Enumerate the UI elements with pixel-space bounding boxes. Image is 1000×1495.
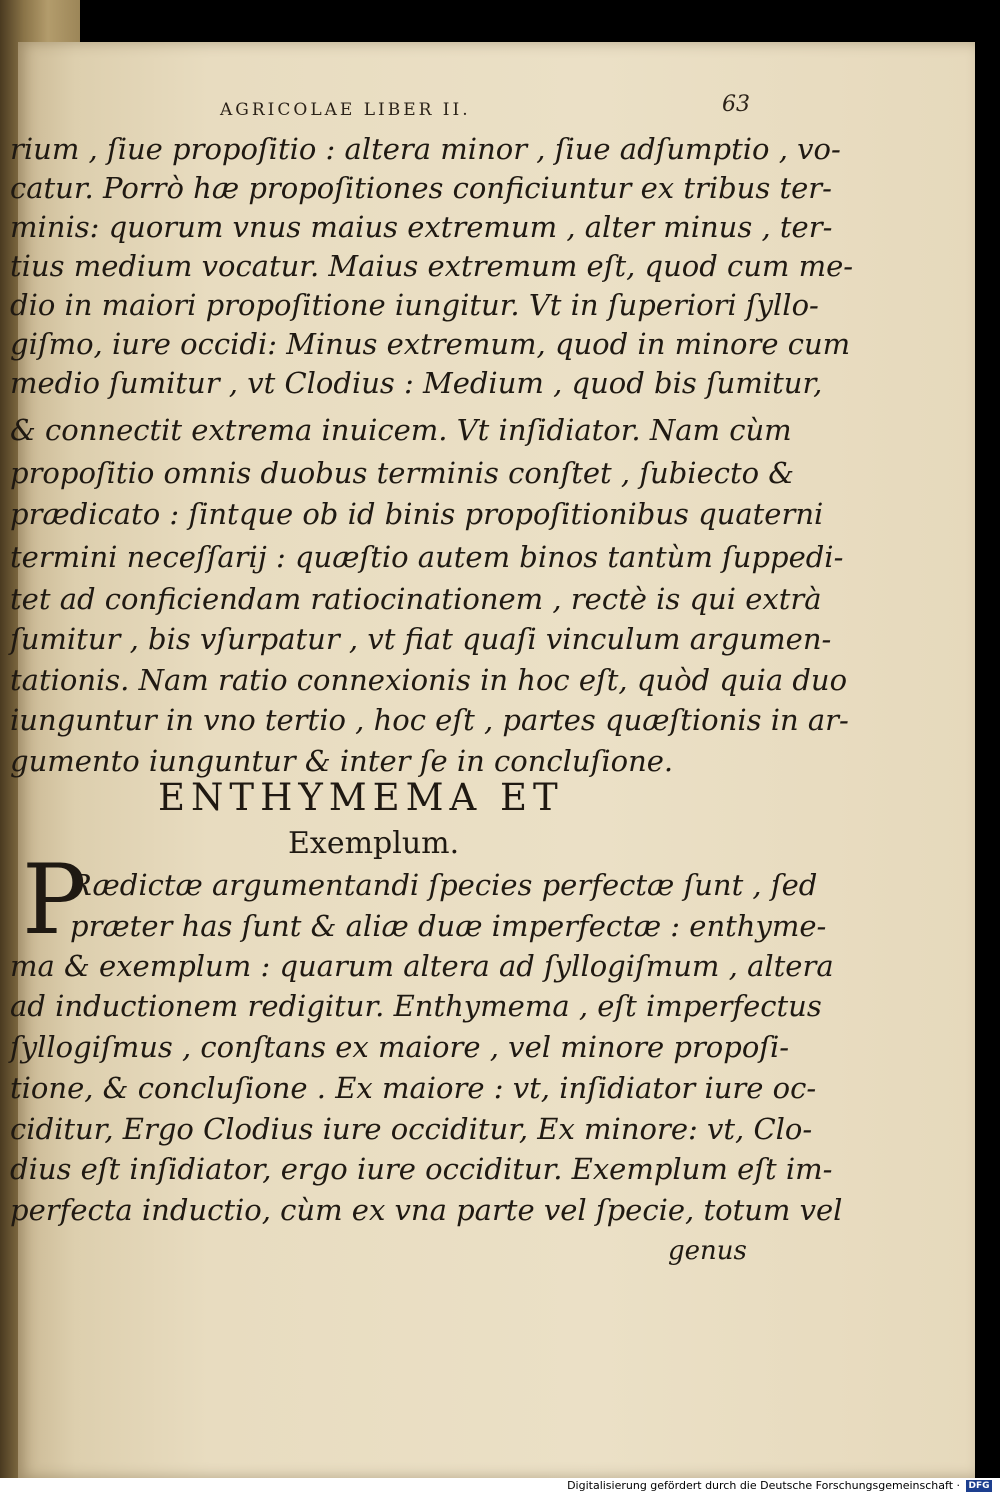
text-line: tius medium vocatur. Maius extremum eſt, quod cum me- — [10, 249, 854, 283]
text-line: perfecta inductio, cùm ex vna parte vel ſpecie, totum vel — [10, 1193, 843, 1227]
text-line: minis: quorum vnus maius extremum , alter minus , ter- — [10, 210, 833, 244]
text-line: ma & exemplum : quarum altera ad ſyllogiſmum , altera — [10, 949, 834, 983]
text-line: medio ſumitur , vt Clodius : Medium , quod bis ſumitur, — [10, 366, 823, 400]
text-line: iunguntur in vno tertio , hoc eſt , partes quæſtionis in ar- — [10, 703, 849, 737]
text-line: ſyllogiſmus , conſtans ex maiore , vel minore propoſi- — [10, 1030, 790, 1064]
catchword: genus — [668, 1236, 747, 1266]
text-line: propoſitio omnis duobus terminis conſtet , ſubiecto & — [10, 456, 795, 490]
text-line: termini neceſſarij : quæſtio autem binos tantùm ſuppedi- — [10, 540, 844, 574]
text-line: dius eſt inſidiator, ergo iure occiditur. Exemplum eſt im- — [10, 1152, 833, 1186]
text-line: tet ad conficiendam ratiocinationem , rectè is qui extrà — [10, 582, 822, 616]
page-header — [220, 92, 760, 132]
text-line: Rædictæ argumentandi ſpecies perfectæ ſunt , ſed — [70, 868, 818, 902]
section-heading: ENTHYMEMA ET — [158, 776, 564, 819]
text-line: rium , ſiue propoſitio : altera minor , ſiue adſumptio , vo- — [10, 132, 841, 166]
text-line: dio in maiori propoſitione iungitur. Vt in ſuperiori ſyllo- — [10, 288, 819, 322]
section-subheading: Exemplum. — [288, 826, 460, 861]
page-number: 63 — [722, 92, 750, 117]
text-line: & connectit extrema inuicem. Vt inſidiator. Nam cùm — [10, 413, 792, 447]
text-line: ſumitur , bis vſurpatur , vt fiat quaſi vinculum argumen- — [10, 622, 832, 656]
text-line: prædicato : ſintque ob id binis propoſitionibus quaterni — [10, 497, 824, 531]
text-line: catur. Porrò hæ propoſitiones conficiuntur ex tribus ter- — [10, 171, 832, 205]
funding-note: Digitalisierung gefördert durch die Deutsche Forschungsgemeinschaft · — [567, 1479, 960, 1492]
running-head: AGRICOLAE LIBER II. — [220, 100, 471, 120]
text-line: ad inductionem redigitur. Enthymema , eſt imperfectus — [10, 989, 822, 1023]
drop-cap: P — [22, 844, 87, 956]
text-line: præter has ſunt & aliæ duæ imperfectæ : enthyme- — [70, 909, 827, 943]
text-line: ciditur, Ergo Clodius iure occiditur, Ex minore: vt, Clo- — [10, 1112, 813, 1146]
text-line: giſmo, iure occidi: Minus extremum, quod in minore cum — [10, 327, 851, 361]
text-line: gumento iunguntur & inter ſe in concluſione. — [10, 744, 674, 778]
footer-bar — [0, 1478, 1000, 1495]
dfg-logo-icon: DFG — [966, 1480, 992, 1492]
text-line: tione, & concluſione . Ex maiore : vt, inſidiator iure oc- — [10, 1071, 817, 1105]
text-line: tationis. Nam ratio connexionis in hoc eſt, quòd quia duo — [10, 663, 848, 697]
